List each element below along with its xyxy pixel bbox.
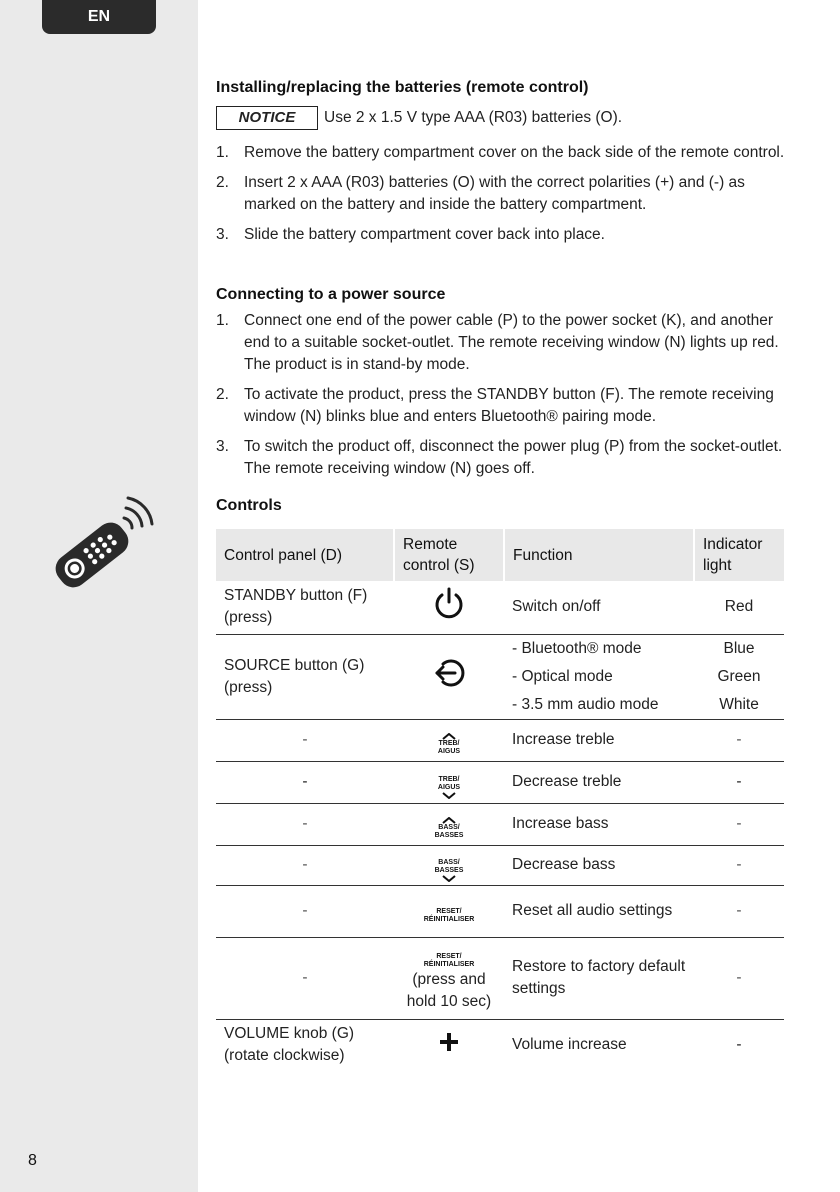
list-item: 3. Slide the battery compartment cover back into place. xyxy=(216,226,605,243)
remote-control-icon xyxy=(44,496,154,596)
column-header: Indicator light xyxy=(694,529,784,581)
panel-cell: - xyxy=(216,803,394,845)
light-cell: - xyxy=(694,719,784,761)
list-item: 1. Connect one end of the power cable (P) to the power socket (K), and another end to a suitable socket-outlet. The remote receiving window (N) lights up red. The product is in stand-by mode. xyxy=(216,312,779,373)
controls-table xyxy=(216,529,784,1071)
page-number: 8 xyxy=(28,1152,37,1169)
panel-cell: STANDBY button (F) (press) xyxy=(216,581,394,634)
treble-up-key-icon: TREB/ AIGUS xyxy=(435,733,463,756)
function-cell: Increase treble xyxy=(504,719,694,761)
table-row xyxy=(216,581,784,634)
panel-cell: - xyxy=(216,719,394,761)
plus-icon xyxy=(439,1032,459,1052)
input-source-icon xyxy=(431,656,467,690)
battery-steps xyxy=(216,142,786,254)
power-steps xyxy=(216,310,786,488)
function-cell: Switch on/off xyxy=(504,581,694,634)
light-cell: - xyxy=(736,1036,742,1054)
list-item: 2. Insert 2 x AAA (R03) batteries (O) with the correct polarities (+) and (-) as marked on the battery and inside the battery compartment. xyxy=(216,174,745,213)
light-cell: - xyxy=(694,937,784,1019)
light-cell: - xyxy=(694,845,784,885)
bass-down-key-icon: BASS/ BASSES xyxy=(433,859,465,882)
table-row xyxy=(216,719,784,761)
light-cell: Blue Green White xyxy=(694,634,784,719)
function-cell: Decrease bass xyxy=(504,845,694,885)
light-cell: - xyxy=(694,761,784,803)
panel-cell: - xyxy=(216,885,394,937)
section-title-batteries: Installing/replacing the batteries (remote control) xyxy=(216,79,589,96)
function-cell: Volume increase xyxy=(512,1036,627,1054)
language-tab: EN xyxy=(42,0,156,34)
function-cell: Restore to factory default settings xyxy=(504,937,694,1019)
list-item: 3. To switch the product off, disconnect the power plug (P) from the socket-outlet. The remote receiving window (N) goes off. xyxy=(216,438,783,477)
power-icon xyxy=(432,586,466,622)
table-row xyxy=(216,845,784,885)
section-title-controls: Controls xyxy=(216,497,282,514)
panel-cell: - xyxy=(216,845,394,885)
reset-key-icon: RESET/ RÉINITIALISER xyxy=(423,953,475,968)
table-row xyxy=(216,1019,784,1071)
table-row xyxy=(216,885,784,937)
table-row xyxy=(216,803,784,845)
notice-text: Use 2 x 1.5 V type AAA (R03) batteries (O). xyxy=(324,109,623,126)
treble-down-key-icon: TREB/ AIGUS xyxy=(435,776,463,799)
panel-cell: - xyxy=(216,761,394,803)
sidebar xyxy=(0,0,198,1192)
function-cell: Increase bass xyxy=(504,803,694,845)
reset-key-icon: RESET/ RÉINITIALISER xyxy=(423,908,475,923)
function-cell: - Bluetooth® mode - Optical mode - 3.5 mm audio mode xyxy=(504,634,694,719)
table-row xyxy=(216,634,784,719)
column-header: Function xyxy=(504,529,694,581)
column-header: Control panel (D) xyxy=(216,529,394,581)
key-note: (press and hold 10 sec) xyxy=(406,971,492,1010)
table-row xyxy=(216,761,784,803)
notice-label: NOTICE xyxy=(216,106,318,130)
light-cell: - xyxy=(694,803,784,845)
function-cell: Reset all audio settings xyxy=(504,885,694,937)
list-item: 2. To activate the product, press the STANDBY button (F). The remote receiving window (N) blinks blue and enters Bluetooth® pairing mode. xyxy=(216,386,774,425)
panel-cell: - xyxy=(216,937,394,1019)
table-row xyxy=(216,937,784,1019)
table-header-row xyxy=(216,529,784,581)
light-cell: - xyxy=(694,885,784,937)
bass-up-key-icon: BASS/ BASSES xyxy=(433,817,465,840)
panel-cell: SOURCE button (G) (press) xyxy=(216,634,394,719)
column-header: Remote control (S) xyxy=(394,529,504,581)
panel-cell: VOLUME knob (G) (rotate clockwise) xyxy=(224,1025,355,1065)
light-cell: Red xyxy=(694,581,784,634)
notice xyxy=(216,106,622,130)
section-title-power: Connecting to a power source xyxy=(216,286,446,303)
function-cell: Decrease treble xyxy=(504,761,694,803)
list-item: 1. Remove the battery compartment cover on the back side of the remote control. xyxy=(216,144,785,161)
